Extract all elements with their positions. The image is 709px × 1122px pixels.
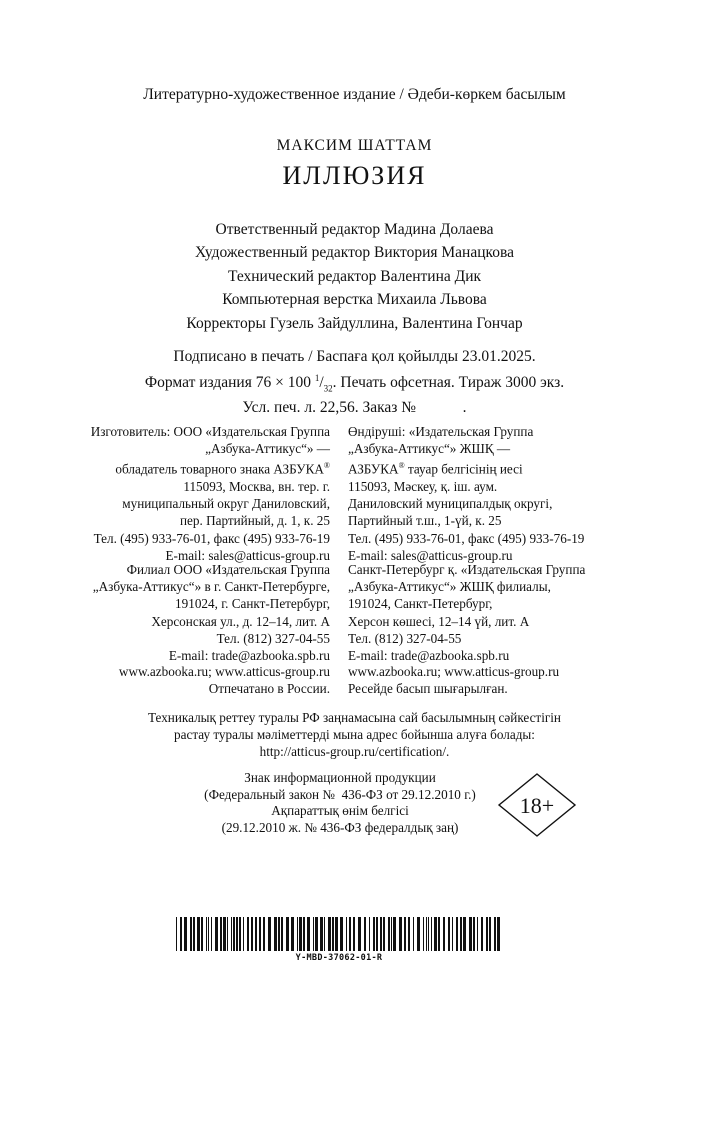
barcode-bar (268, 917, 271, 951)
barcode-bar (399, 917, 402, 951)
branch-ru (40, 561, 330, 664)
signed-to-print: Подписано в печать / Баспаға қол қойылды 23.01.2025. (173, 348, 536, 365)
barcode-bar (486, 917, 488, 951)
barcode-bar (477, 917, 478, 951)
barcode-bar (332, 917, 334, 951)
format-line (0, 368, 709, 399)
barcode-bar (426, 917, 427, 951)
barcode-bar (417, 917, 420, 951)
website-links: www.azbooka.ru; www.atticus-group.ru (118, 664, 330, 679)
barcode-bar (376, 917, 378, 951)
sign-line: (29.12.2010 ж. № 436-ФЗ федералдық заң) (221, 819, 459, 835)
branch-kz-line: 191024, Санкт-Петербург, (348, 596, 493, 612)
barcode-bar (364, 917, 366, 951)
barcode-bar (211, 917, 212, 951)
barcode-bar (413, 917, 414, 951)
sign-line: (Федеральный закон № 436-ФЗ от 29.12.2010 г.) (204, 786, 476, 802)
barcode-bar (243, 917, 244, 951)
barcode-bar (281, 917, 283, 951)
format-slash: / (319, 373, 324, 391)
barcode-bar (233, 917, 235, 951)
age-rating-badge (497, 773, 577, 837)
sign-line: Ақпараттық өнім белгісі (271, 803, 409, 819)
barcode-code: Y-MBD-37062-01-R (295, 953, 383, 963)
barcode-bar (335, 917, 338, 951)
manufacturer-kz-line: Тел. (495) 933-76-01, факс (495) 933-76-19 (348, 530, 585, 546)
barcode-bar (176, 917, 177, 951)
branch-kz-line: Санкт-Петербург қ. «Издательская Группа (348, 562, 586, 577)
sign-line: Знак информационной продукции (244, 770, 436, 785)
manufacturer-ru-line: Изготовитель: ООО «Издательская Группа (90, 424, 330, 439)
manufacturer-ru-line: Тел. (495) 933-76-01, факс (495) 933-76-19 (93, 530, 330, 546)
barcode-bar (428, 917, 429, 951)
barcode-bar (190, 917, 192, 951)
manufacturer-ru-line: 115093, Москва, вн. тер. г. (183, 479, 330, 494)
barcode-bar (353, 917, 355, 951)
manufacturer-kz (348, 423, 648, 564)
barcode-bar (307, 917, 310, 951)
barcode-bar (481, 917, 483, 951)
barcode-bar (247, 917, 249, 951)
barcode-bar (404, 917, 406, 951)
printed-in: Отпечатано в России. (208, 681, 330, 697)
barcode-bar (324, 917, 325, 951)
barcode-bar (255, 917, 257, 951)
barcode-bar (315, 917, 318, 951)
branch-kz-line: Херсон көшесі, 12–14 үй, лит. А (348, 613, 530, 629)
manufacturer-kz-line: E-mail: sales@atticus-group.ru (348, 547, 513, 563)
barcode-bar (193, 917, 195, 951)
barcode-bar (489, 917, 491, 951)
web-ru (40, 663, 330, 697)
branch-ru-line: Тел. (812) 327-04-55 (216, 630, 330, 646)
barcode-bar (215, 917, 218, 951)
barcode-bar (263, 917, 265, 951)
barcode (176, 917, 502, 951)
manufacturer-ru-line: E-mail: sales@atticus-group.ru (165, 547, 330, 563)
credit-line: Корректоры Гузель Зайдуллина, Валентина Гончар (186, 314, 523, 332)
branch-ru-line: E-mail: trade@azbooka.spb.ru (168, 648, 330, 664)
barcode-bar (297, 917, 298, 951)
website-links: www.azbooka.ru; www.atticus-group.ru (348, 664, 560, 679)
age-rating-text: 18+ (519, 793, 555, 818)
barcode-bar (349, 917, 351, 951)
barcode-bar (456, 917, 458, 951)
barcode-bar (197, 917, 200, 951)
branch-kz-line: E-mail: trade@azbooka.spb.ru (348, 648, 510, 664)
manufacturer-ru-line: пер. Партийный, д. 1, к. 25 (179, 513, 330, 529)
barcode-bar (206, 917, 207, 951)
barcode-bar (473, 917, 475, 951)
manufacturer-kz-line: „Азбука-Аттикус“» ЖШҚ — (348, 441, 511, 457)
barcode-bar (460, 917, 462, 951)
barcode-bar (497, 917, 500, 951)
barcode-bar (380, 917, 382, 951)
credit-line: Технический редактор Валентина Дик (227, 267, 482, 285)
branch-ru-line: 191024, г. Санкт-Петербург, (175, 596, 330, 612)
edition-type-line: Литературно-художественное издание / Әдеби-көркем басылым (143, 86, 566, 103)
barcode-bar (434, 917, 437, 951)
barcode-bar (346, 917, 347, 951)
barcode-bar (393, 917, 396, 951)
barcode-bar (184, 917, 187, 951)
credit-line: Художественный редактор Виктория Манацкова (195, 244, 514, 262)
certification-note (0, 710, 709, 760)
barcode-bar (223, 917, 226, 951)
barcode-bar (286, 917, 289, 951)
registered-mark: ® (323, 461, 330, 471)
barcode-bar (369, 917, 370, 951)
barcode-bar (452, 917, 453, 951)
barcode-bar (251, 917, 253, 951)
branch-ru-line: Херсонская ул., д. 12–14, лит. А (151, 613, 330, 629)
barcode-bar (239, 917, 241, 951)
age-rating-diamond-icon (497, 773, 577, 837)
barcode-bar (220, 917, 222, 951)
author-name: МАКСИМ ШАТТАМ (276, 137, 433, 154)
barcode-bar (236, 917, 238, 951)
credit-line: Компьютерная верстка Михаила Львова (222, 291, 487, 309)
format-prefix: Формат издания 76 × 100 (144, 373, 315, 391)
registered-mark: ® (398, 461, 405, 471)
branch-ru-line: „Азбука-Аттикус“» в г. Санкт-Петербурге, (92, 579, 330, 595)
manufacturer-kz-line: Өндіруші: «Издательская Группа (348, 424, 534, 439)
trademark-text: обладатель товарного знака АЗБУКА (115, 461, 324, 477)
format-numerator: 1 (314, 372, 320, 383)
barcode-bar (388, 917, 390, 951)
barcode-bar (299, 917, 302, 951)
barcode-bar (320, 917, 323, 951)
barcode-bar (340, 917, 343, 951)
barcode-bar (231, 917, 232, 951)
barcode-bar (391, 917, 392, 951)
barcode-bar (463, 917, 466, 951)
certification-line: растау туралы мәліметтерді мына адрес бойынша алуға болады: (174, 726, 535, 742)
manufacturer-ru-line: муниципальный округ Даниловский, (122, 496, 330, 512)
barcode-bar (431, 917, 432, 951)
sheets-order: Усл. печ. л. 22,56. Заказ № . (242, 399, 467, 417)
barcode-bar (373, 917, 375, 951)
barcode-bar (303, 917, 305, 951)
barcode-bar (408, 917, 410, 951)
manufacturer-kz-line: Партийный т.ш., 1-үй, к. 25 (348, 513, 502, 529)
printed-in: Ресейде басып шығарылған. (348, 681, 508, 697)
barcode-bar (448, 917, 450, 951)
branch-kz-line: Тел. (812) 327-04-55 (348, 630, 462, 646)
barcode-bar (328, 917, 331, 951)
credit-line: Ответственный редактор Мадина Долаева (215, 221, 494, 238)
manufacturer-ru-line: „Азбука-Аттикус“» — (205, 441, 330, 457)
print-info-block (0, 347, 709, 419)
barcode-bar (227, 917, 228, 951)
manufacturer-kz-line: 115093, Мәскеу, қ. іш. аум. (348, 479, 498, 494)
branch-ru-line: Филиал ООО «Издательская Группа (126, 562, 330, 577)
web-kz (348, 663, 648, 697)
barcode-bar (438, 917, 440, 951)
format-denominator: 32 (323, 382, 333, 393)
branch-kz-line: „Азбука-Аттикус“» ЖШҚ филиалы, (348, 579, 551, 595)
barcode-bar (443, 917, 445, 951)
barcode-bar (259, 917, 261, 951)
barcode-bar (494, 917, 496, 951)
branch-kz (348, 561, 648, 664)
barcode-bar (469, 917, 472, 951)
barcode-bar (291, 917, 294, 951)
trademark-text: АЗБУКА (348, 461, 399, 477)
manufacturer-ru (40, 423, 330, 564)
barcode-bar (383, 917, 385, 951)
manufacturer-kz-line: Даниловский муниципалдық округі, (348, 496, 553, 512)
barcode-bar (201, 917, 203, 951)
barcode-bar (274, 917, 277, 951)
credits-block (0, 218, 709, 335)
format-suffix: . Печать офсетная. Тираж 3000 экз. (332, 373, 565, 391)
info-product-sign (150, 770, 530, 836)
barcode-bar (358, 917, 361, 951)
trademark-suffix: тауар белгісінің иесі (404, 461, 523, 477)
barcode-bar (208, 917, 209, 951)
book-title: ИЛЛЮЗИЯ (282, 161, 427, 190)
certification-line: Техникалық реттеу туралы РФ заңнамасына сай басылымның сәйкестігін (147, 710, 561, 725)
barcode-bar (278, 917, 280, 951)
barcode-bars (176, 917, 502, 951)
barcode-bar (313, 917, 314, 951)
barcode-bar (423, 917, 424, 951)
trademark-line (348, 457, 648, 478)
barcode-bar (180, 917, 182, 951)
certification-url: http://atticus-group.ru/certification/. (259, 743, 450, 759)
trademark-line (40, 457, 330, 478)
